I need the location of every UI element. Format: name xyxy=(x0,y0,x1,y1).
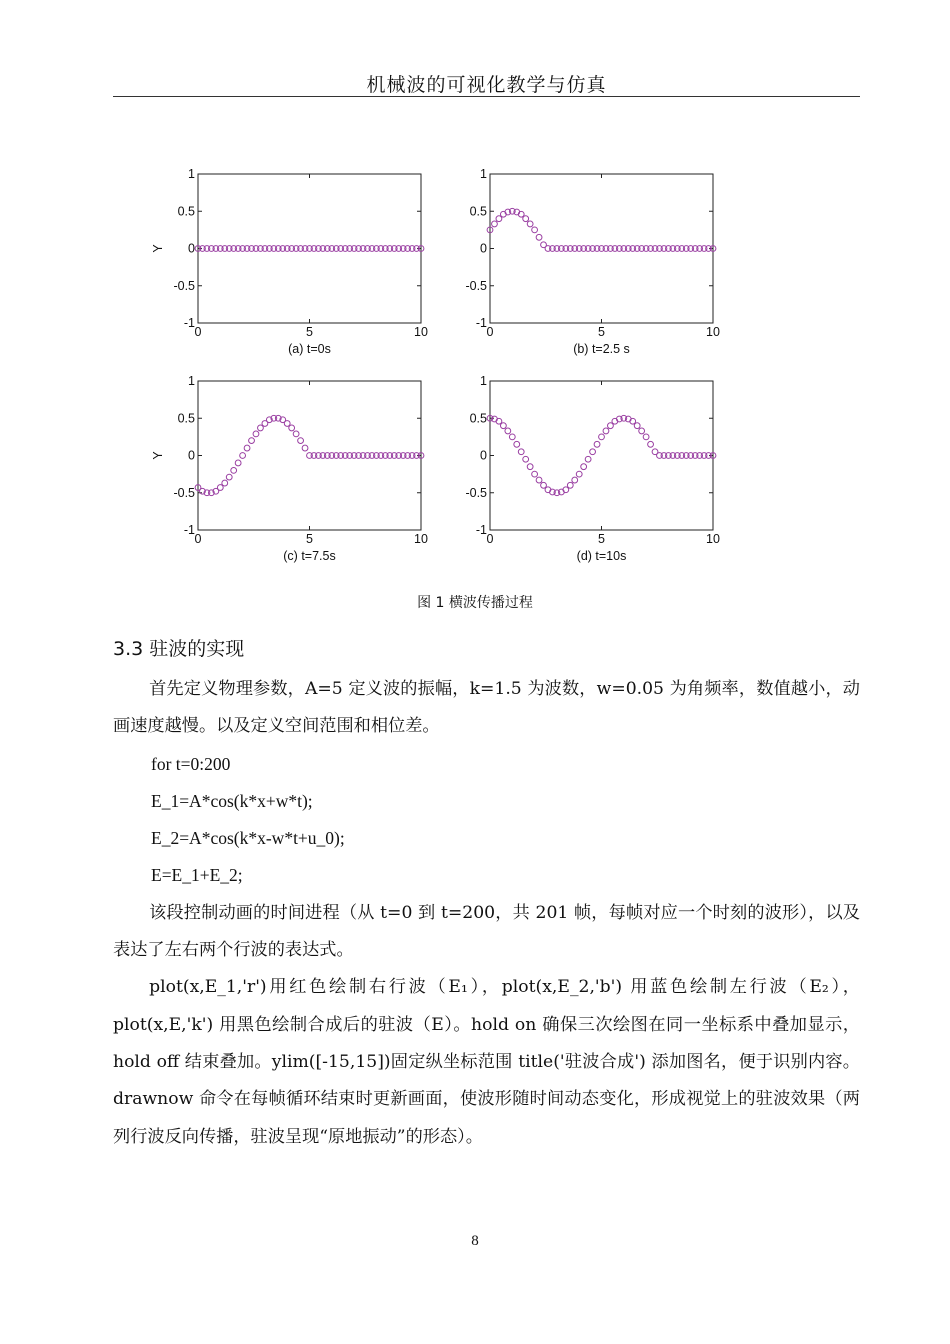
y-tick-label: -0.5 xyxy=(465,278,487,293)
y-tick-label: -0.5 xyxy=(173,485,195,500)
data-point xyxy=(244,445,250,451)
y-tick-label: 0.5 xyxy=(177,204,195,219)
y-tick-label: 0 xyxy=(188,241,195,256)
x-tick-label: 10 xyxy=(414,325,428,339)
data-point xyxy=(518,449,524,455)
y-tick-label: 1 xyxy=(188,374,195,388)
data-point xyxy=(648,441,654,447)
y-tick-label: -1 xyxy=(475,316,487,330)
axes-frame xyxy=(198,381,421,530)
x-tick-label: 5 xyxy=(306,325,313,339)
data-point xyxy=(634,423,640,429)
subplot-b xyxy=(465,167,720,356)
data-point xyxy=(302,445,308,451)
y-axis-label: Y xyxy=(151,244,165,253)
page-number: 8 xyxy=(471,1233,479,1249)
data-point xyxy=(639,428,645,434)
data-point xyxy=(643,434,649,440)
x-tick-label: 0 xyxy=(486,325,494,339)
code-line: E_1=A*cos(k*x+w*t); xyxy=(151,790,313,811)
data-point xyxy=(536,234,542,240)
running-header: 机械波的可视化教学与仿真 xyxy=(366,74,607,96)
y-tick-label: 0.5 xyxy=(177,411,195,426)
x-tick-label: 5 xyxy=(598,325,605,339)
data-point xyxy=(541,482,547,488)
subplot-d xyxy=(465,374,720,563)
y-tick-label: -1 xyxy=(475,523,487,537)
x-tick-label: 10 xyxy=(706,325,720,339)
data-point xyxy=(505,428,511,434)
data-point xyxy=(284,421,290,427)
axes-frame xyxy=(490,381,713,530)
y-tick-label: 0.5 xyxy=(469,411,487,426)
body-text xyxy=(113,671,860,1156)
x-tick-label: 10 xyxy=(706,532,720,546)
x-tick-label: 0 xyxy=(194,532,202,546)
data-point xyxy=(599,434,605,440)
data-point xyxy=(590,449,596,455)
section-heading: 3.3 驻波的实现 xyxy=(113,638,245,660)
data-point xyxy=(594,441,600,447)
y-tick-label: 0 xyxy=(480,241,487,256)
data-point xyxy=(298,438,304,444)
data-point xyxy=(231,468,237,474)
y-tick-label: -0.5 xyxy=(173,278,195,293)
y-tick-label: 1 xyxy=(188,167,195,181)
x-tick-label: 0 xyxy=(194,325,202,339)
code-line: E=E_1+E_2; xyxy=(151,865,243,886)
data-point xyxy=(293,431,299,437)
data-point xyxy=(532,227,538,233)
data-point xyxy=(536,477,542,483)
data-point xyxy=(500,423,506,429)
y-tick-label: -1 xyxy=(183,523,195,537)
data-point xyxy=(217,485,223,491)
code-line: E_2=A*cos(k*x-w*t+u_0); xyxy=(151,828,345,849)
data-point xyxy=(253,431,259,437)
data-point xyxy=(576,471,582,477)
subplot-a xyxy=(151,167,428,356)
data-point xyxy=(496,216,502,222)
data-point xyxy=(226,474,232,480)
subplot-title: (c) t=7.5s xyxy=(283,549,336,563)
x-tick-label: 10 xyxy=(414,532,428,546)
data-point xyxy=(523,456,529,462)
data-point xyxy=(567,482,573,488)
y-tick-label: 0.5 xyxy=(469,204,487,219)
paragraph: plot(x,E_1,'r')用红色绘制右行波（E₁），plot(x,E_2,'b') 用蓝色绘制左行波（E₂），plot(x,E,'k') 用黑色绘制合成后的驻波（E）。hold on 确保三次绘图在同一坐标系中叠加显示，hold off 结束叠加。ylim([-15,15])固定纵坐标范围 title('驻波合成') 添加图名，便于识别内容。drawnow 命令在每帧循环结束时更新画面，使波形随时间动态变化，形成视觉上的驻波效果（两列行波反向传播，驻波呈现“原地振动”的形态）。 xyxy=(113,977,860,1147)
data-point xyxy=(222,480,228,486)
y-tick-label: -1 xyxy=(183,316,195,330)
x-tick-label: 0 xyxy=(486,532,494,546)
data-point xyxy=(581,464,587,470)
paragraph: 首先定义物理参数，A=5 定义波的振幅，k=1.5 为波数，w=0.05 为角频率，数值越小，动画速度越慢。以及定义空间范围和相位差。 xyxy=(113,679,860,737)
data-point xyxy=(585,456,591,462)
data-point xyxy=(523,216,529,222)
data-point xyxy=(492,221,498,227)
data-point xyxy=(240,453,246,459)
y-tick-label: 0 xyxy=(480,448,487,463)
y-tick-label: -0.5 xyxy=(465,485,487,500)
data-point xyxy=(527,464,533,470)
data-point xyxy=(603,428,609,434)
data-point xyxy=(235,460,241,466)
figure-wave-propagation xyxy=(0,0,950,600)
data-point xyxy=(532,471,538,477)
data-point xyxy=(258,425,264,431)
y-tick-label: 0 xyxy=(188,448,195,463)
subplot-title: (d) t=10s xyxy=(576,549,627,563)
data-point xyxy=(514,441,520,447)
axes-frame xyxy=(490,174,713,323)
y-tick-label: 1 xyxy=(480,167,487,181)
x-tick-label: 5 xyxy=(306,532,313,546)
axes-frame xyxy=(198,174,421,323)
data-point xyxy=(249,438,255,444)
data-point xyxy=(572,477,578,483)
x-tick-label: 5 xyxy=(598,532,605,546)
figure-caption: 图 1 横波传播过程 xyxy=(417,595,533,611)
data-point xyxy=(289,425,295,431)
y-axis-label: Y xyxy=(151,451,165,460)
paragraph: 该段控制动画的时间进程（从 t=0 到 t=200，共 201 帧，每帧对应一个时刻的波形），以及表达了左右两个行波的表达式。 xyxy=(113,902,860,961)
subplot-title: (a) t=0s xyxy=(288,342,331,356)
subplot-title: (b) t=2.5 s xyxy=(573,342,630,356)
data-point xyxy=(608,423,614,429)
y-tick-label: 1 xyxy=(480,374,487,388)
data-point xyxy=(527,221,533,227)
data-point xyxy=(509,434,515,440)
subplot-c xyxy=(151,374,428,563)
code-line: for t=0:200 xyxy=(151,753,231,774)
